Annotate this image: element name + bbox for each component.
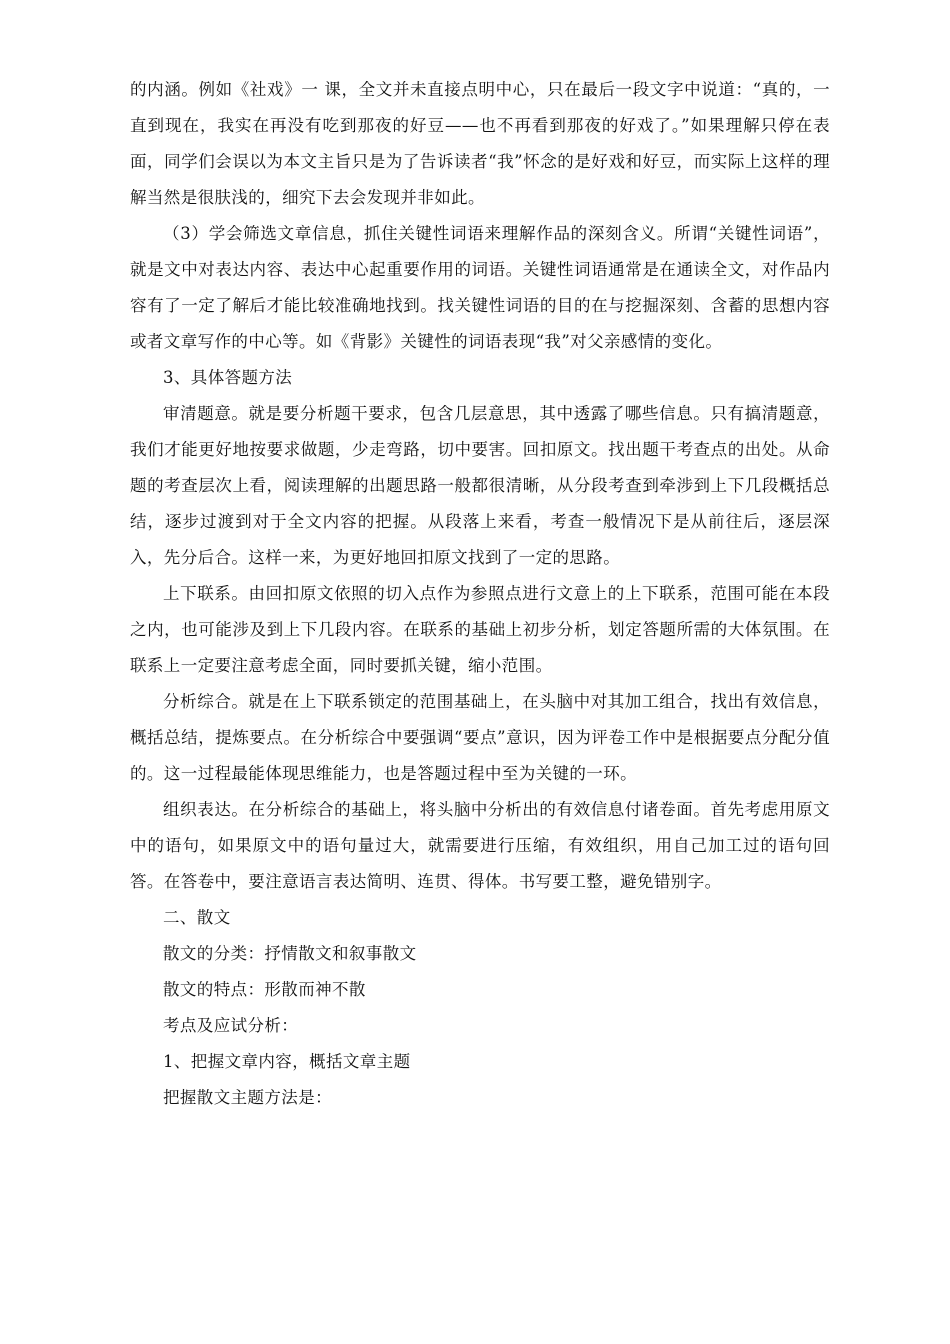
paragraph-prose-types: 散文的分类：抒情散文和叙事散文 bbox=[163, 944, 417, 963]
paragraph-review-question: 审清题意。就是要分析题干要求，包含几层意思，其中透露了哪些信息。只有搞清题意，我们才能更好地按要求做题，少走弯路，切中要害。回扣原文。找出题干考查点的出处。从命题的考查层次上看，阅读理解的出题思路一般都很清晰，从分段考查到牵涉到上下几段概括总结，逐步过渡到对于全文内容的把握。从段落上来看，考查一般情况下是从前往后，逐层深入，先分后合。这样一来，为更好地回扣原文找到了一定的思路。 bbox=[130, 404, 830, 567]
paragraph-point-1: 1、把握文章内容，概括文章主题 bbox=[163, 1052, 411, 1071]
paragraph-point-3: （3）学会筛选文章信息，抓住关键性词语来理解作品的深刻含义。所谓“关键性词语”，就是文中对表达内容、表达中心起重要作用的词语。关键性词语通常是在通读全文，对作品内容有了一定了解后才能比较准确地找到。找关键性词语的目的在与挖掘深刻、含蓄的思想内容或者文章写作的中心等。如《背影》关键性的词语表现“我”对父亲感情的变化。 bbox=[130, 224, 830, 351]
paragraph-context-link: 上下联系。由回扣原文依照的切入点作为参照点进行文意上的上下联系，范围可能在本段之内，也可能涉及到上下几段内容。在联系的基础上初步分析，划定答题所需的大体氛围。在联系上一定要注意考虑全面，同时要抓关键，缩小范围。 bbox=[130, 584, 830, 675]
paragraph-analysis: 分析综合。就是在上下联系锁定的范围基础上，在头脑中对其加工组合，找出有效信息，概括总结，提炼要点。在分析综合中要强调“要点”意识，因为评卷工作中是根据要点分配分值的。这一过程最能体现思维能力，也是答题过程中至为关键的一环。 bbox=[130, 692, 830, 783]
paragraph-expression: 组织表达。在分析综合的基础上，将头脑中分析出的有效信息付诸卷面。首先考虑用原文中的语句，如果原文中的语句量过大，就需要进行压缩，有效组织，用自己加工过的语句回答。在答卷中，要注意语言表达简明、连贯、得体。书写要工整，避免错别字。 bbox=[130, 800, 830, 891]
paragraph-prose-features: 散文的特点：形散而神不散 bbox=[163, 980, 366, 999]
heading-answer-method: 3、具体答题方法 bbox=[163, 368, 293, 387]
paragraph-continuation: 的内涵。例如《社戏》一 课，全文并未直接点明中心，只在最后一段文字中说道：“真的，一直到现在，我实在再没有吃到那夜的好豆——也不再看到那夜的好戏了。”如果理解只停在表面，同学们会误以为本文主旨只是为了告诉读者“我”怀念的是好戏和好豆，而实际上这样的理解当然是很肤浅的，细究下去会发现并非如此。 bbox=[130, 80, 830, 207]
paragraph-theme-method: 把握散文主题方法是： bbox=[163, 1088, 332, 1107]
paragraph-exam-points: 考点及应试分析： bbox=[163, 1016, 299, 1035]
body-text bbox=[130, 72, 830, 1116]
heading-prose: 二、散文 bbox=[163, 908, 231, 927]
